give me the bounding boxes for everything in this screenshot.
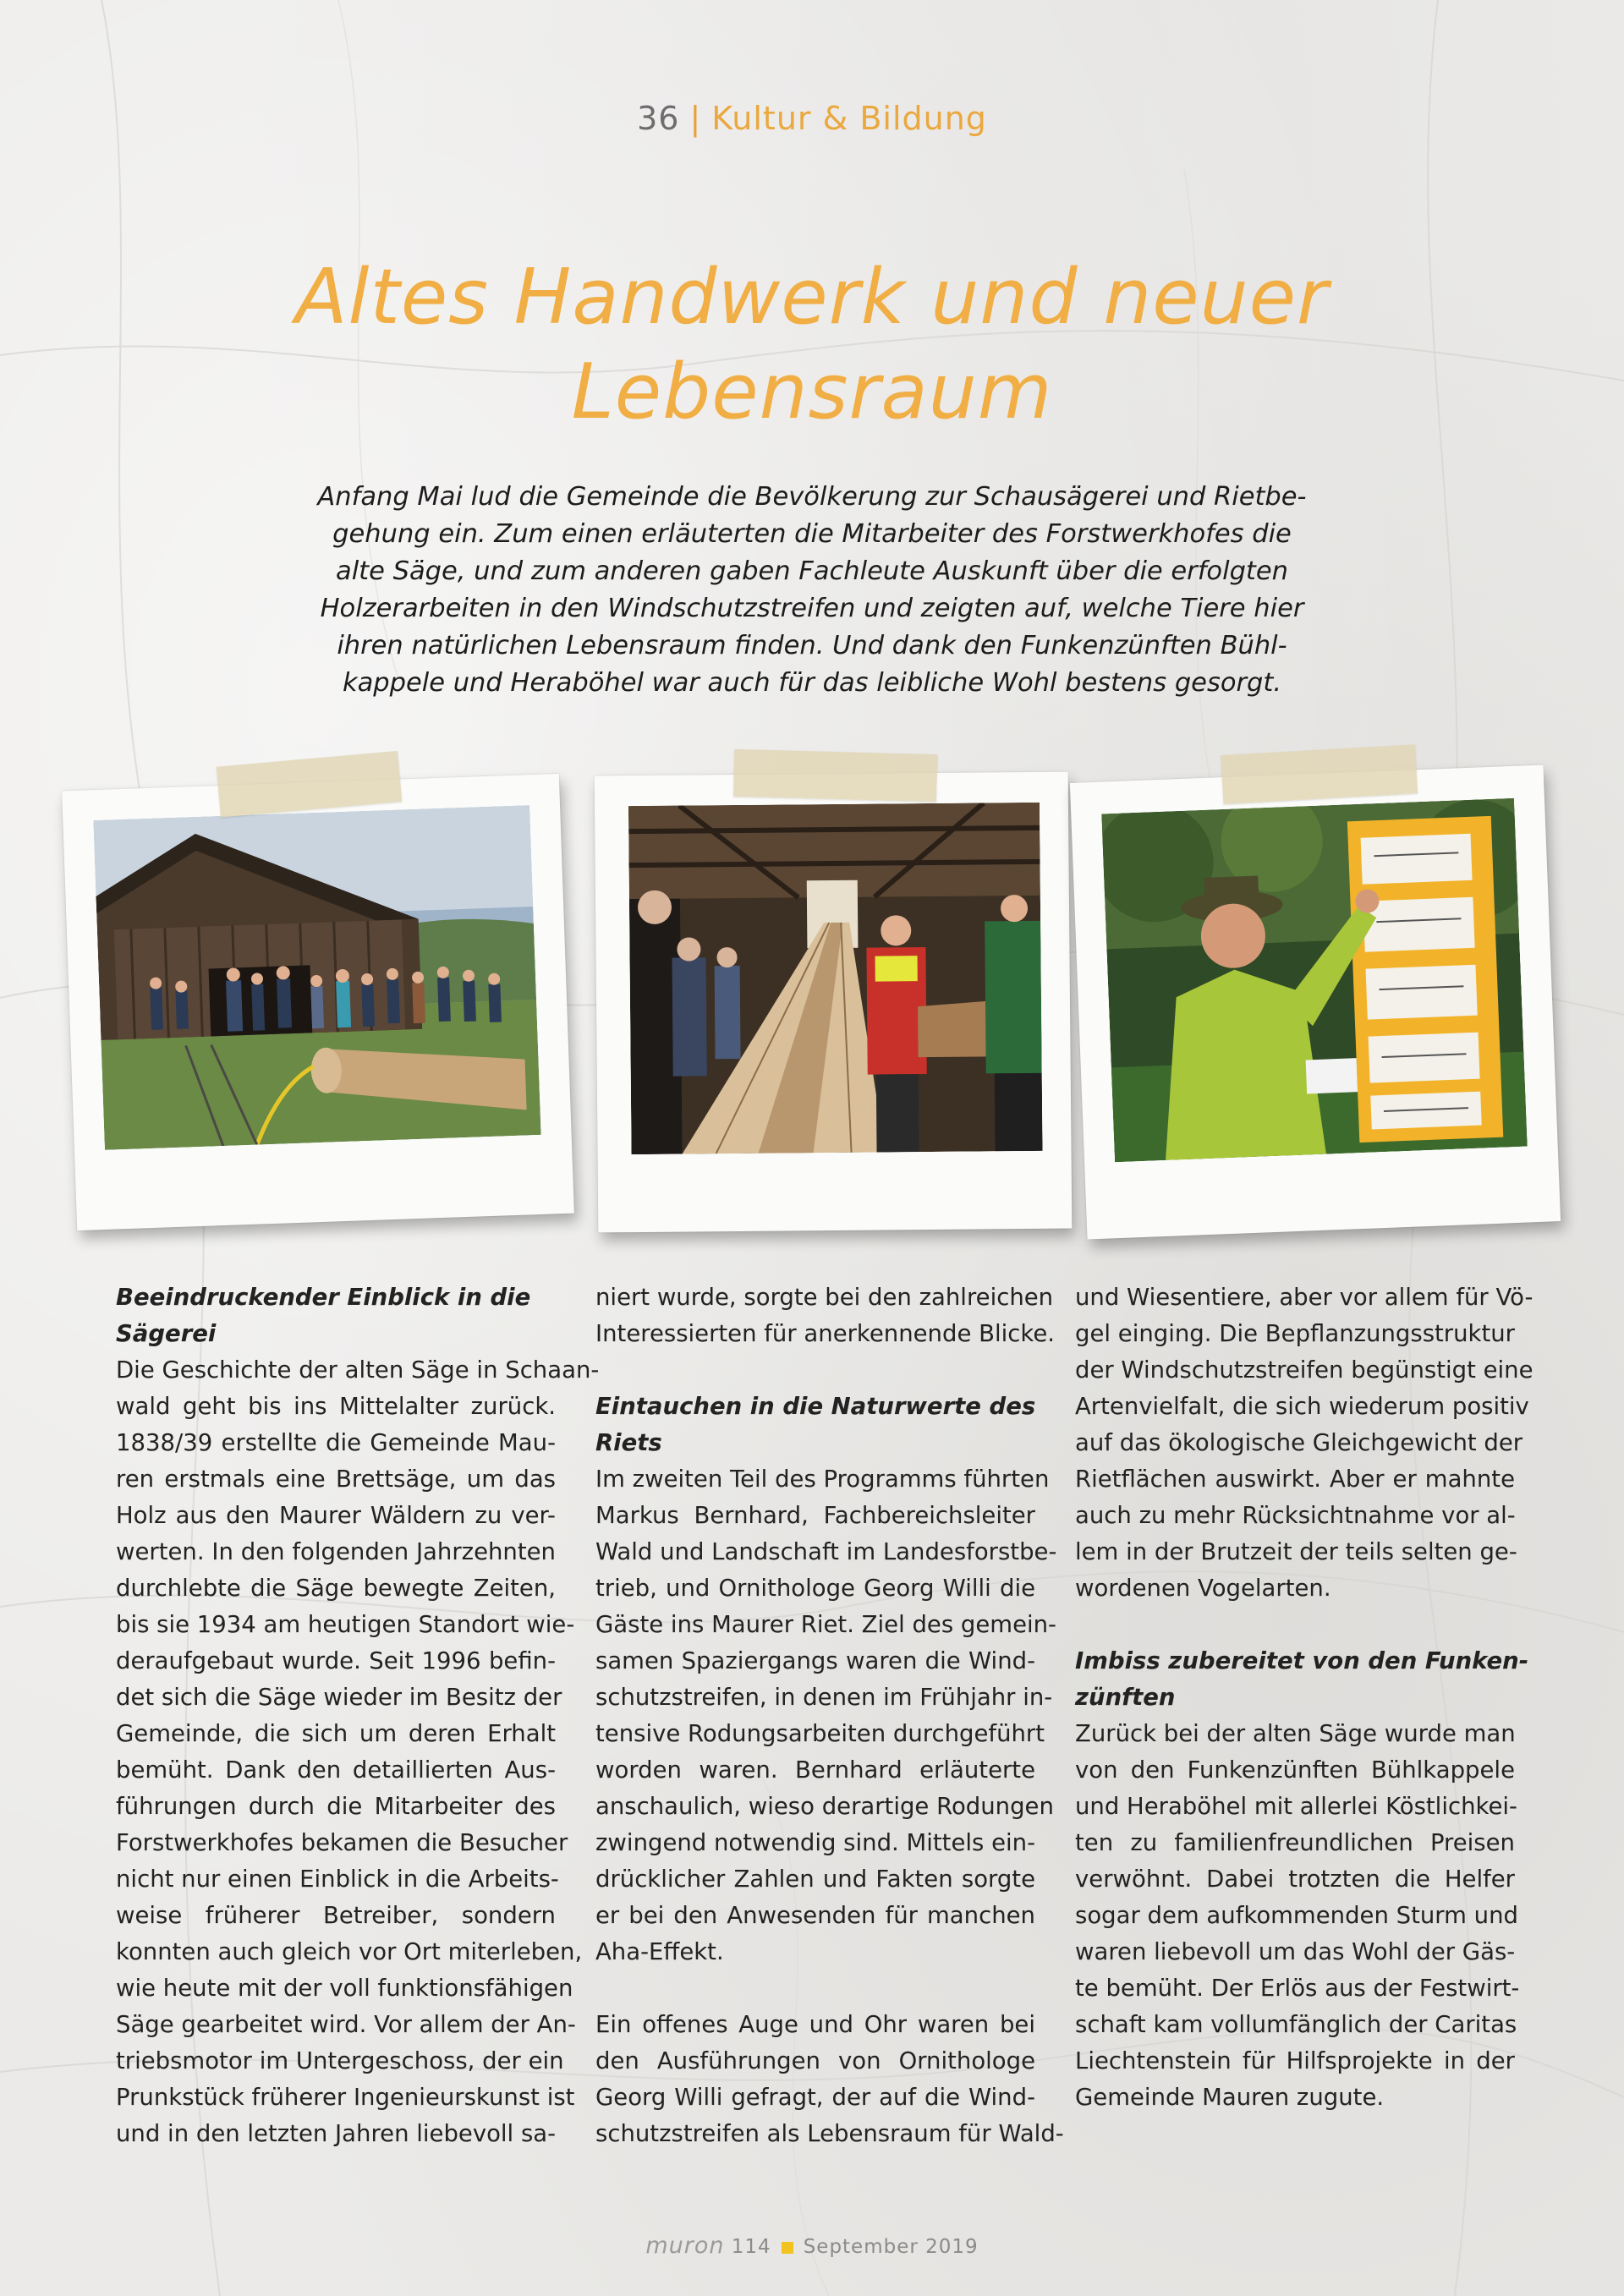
body-text-line: wald geht bis ins Mittelalter zurück. <box>116 1393 556 1420</box>
paragraph-gap <box>595 1970 1035 2007</box>
body-text-line: Georg Willi gefragt, der auf die Wind- <box>595 2084 1035 2111</box>
subheading-line: Sägerei <box>116 1320 217 1347</box>
subheading-line: Riets <box>595 1429 662 1456</box>
body-text-line: werten. In den folgenden Jahrzehnten <box>116 1538 556 1565</box>
body-text-line: gel einging. Die Bepflanzungsstruktur <box>1075 1320 1515 1347</box>
page-header <box>0 100 1624 137</box>
section-name: Kultur & Bildung <box>711 100 987 137</box>
body-text-line: Gäste ins Maurer Riet. Ziel des gemein- <box>595 1611 1056 1638</box>
body-text-line: nicht nur einen Einblick in die Arbeits- <box>116 1866 559 1893</box>
body-text-line: 1838/39 erstellte die Gemeinde Mau- <box>116 1429 556 1456</box>
title-line: Lebensraum <box>571 348 1053 436</box>
body-text-line: schutzstreifen, in denen im Frühjahr in- <box>595 1684 1053 1711</box>
subheading-line: Imbiss zubereitet von den Funken- <box>1075 1647 1529 1674</box>
body-text-line: Artenvielfalt, die sich wiederum positiv <box>1075 1393 1529 1420</box>
photo-guide-with-poster-image <box>1101 798 1527 1162</box>
body-text-line: und in den letzten Jahren liebevoll sa- <box>116 2120 557 2147</box>
body-text-line: niert wurde, sorgte bei den zahlreichen <box>595 1284 1054 1311</box>
subheading-line: Eintauchen in die Naturwerte des <box>595 1393 1036 1420</box>
column-3 <box>1075 1280 1533 2116</box>
body-text-line: Gemeinde Mauren zugute. <box>1075 2084 1385 2111</box>
header-separator: | <box>689 100 702 137</box>
body-text-line: Rietflächen auswirkt. Aber er mahnte <box>1075 1466 1515 1493</box>
body-text-line: von den Funkenzünften Bühlkappele <box>1075 1756 1515 1784</box>
body-text-line: lem in der Brutzeit der teils selten ge- <box>1075 1538 1517 1565</box>
issue-date: September 2019 <box>803 2236 979 2258</box>
photo-sawmill-barn-image <box>93 805 540 1150</box>
lead-line: kappele und Heraböhel war auch für das leibliche Wohl bestens gesorgt. <box>342 668 1282 698</box>
body-text-line: worden waren. Bernhard erläuterte <box>595 1756 1035 1784</box>
body-text-line: schutzstreifen als Lebensraum für Wald- <box>595 2120 1064 2147</box>
photo-guide-with-poster <box>1070 764 1561 1239</box>
photo-sawmill-interior <box>595 772 1073 1233</box>
body-text-line: konnten auch gleich vor Ort miterleben, <box>116 1938 583 1965</box>
article-lead <box>304 479 1320 702</box>
lead-line: Holzerarbeiten in den Windschutzstreifen und zeigten auf, welche Tiere hier <box>320 594 1304 623</box>
body-text-line: ren erstmals eine Brettsäge, um das <box>116 1466 556 1493</box>
body-text-line: und Wiesentiere, aber vor allem für Vö- <box>1075 1284 1533 1311</box>
body-text-line: der Windschutzstreifen begünstigt eine <box>1075 1356 1533 1384</box>
body-text-line: sogar dem aufkommenden Sturm und <box>1075 1902 1518 1929</box>
paragraph-gap <box>1075 1607 1515 1643</box>
body-text-line: weise früherer Betreiber, sondern <box>116 1902 556 1929</box>
lead-line: gehung ein. Zum einen erläuterten die Mitarbeiter des Forstwerkhofes die <box>332 519 1292 549</box>
body-text-line: Forstwerkhofes bekamen die Besucher <box>116 1829 568 1856</box>
body-text-line: Aha-Effekt. <box>595 1938 724 1965</box>
page-footer <box>0 2233 1624 2259</box>
body-text-line: Gemeinde, die sich um deren Erhalt <box>116 1720 556 1747</box>
tape-strip <box>1221 744 1418 804</box>
body-text-line: ten zu familienfreundlichen Preisen <box>1075 1829 1515 1856</box>
photo-sawmill-barn <box>62 774 574 1230</box>
subheading-line: zünften <box>1075 1684 1176 1711</box>
body-text-line: wordenen Vogelarten. <box>1075 1575 1331 1602</box>
body-text-line: bis sie 1934 am heutigen Standort wie- <box>116 1611 575 1638</box>
tape-strip <box>733 749 937 802</box>
body-text-line: Säge gearbeitet wird. Vor allem der An- <box>116 2011 576 2038</box>
body-text-line: Liechtenstein für Hilfsprojekte in der <box>1075 2047 1515 2074</box>
subheading-line: Beeindruckender Einblick in die <box>116 1284 531 1311</box>
body-text-line: schaft kam vollumfänglich der Caritas <box>1075 2011 1517 2038</box>
photo-sawmill-interior-image <box>628 803 1043 1154</box>
footer-square-icon <box>782 2242 793 2254</box>
body-text-line: waren liebevoll um das Wohl der Gäs- <box>1075 1938 1516 1965</box>
body-text-line: führungen durch die Mitarbeiter des <box>116 1793 556 1820</box>
body-text-line: er bei den Anwesenden für manchen <box>595 1902 1035 1929</box>
issue-number: 114 <box>731 2236 771 2258</box>
body-text-line: den Ausführungen von Ornithologe <box>595 2047 1035 2074</box>
body-text-line: bemüht. Dank den detaillierten Aus- <box>116 1756 556 1784</box>
body-text-line: drücklicher Zahlen und Fakten sorgte <box>595 1866 1035 1893</box>
lead-line: Anfang Mai lud die Gemeinde die Bevölkerung zur Schausägerei und Rietbe- <box>317 482 1307 512</box>
body-text-line: Holz aus den Maurer Wäldern zu ver- <box>116 1502 556 1529</box>
body-text-line: auf das ökologische Gleichgewicht der <box>1075 1429 1523 1456</box>
paragraph-gap <box>595 1352 1035 1389</box>
body-text-line: Interessierten für anerkennende Blicke. <box>595 1320 1055 1347</box>
lead-line: ihren natürlichen Lebensraum finden. Und dank den Funkenzünften Bühl- <box>337 631 1287 660</box>
page-number: 36 <box>637 100 680 137</box>
lead-line: alte Säge, und zum anderen gaben Fachleute Auskunft über die erfolgten <box>336 556 1288 586</box>
body-text-line: durchlebte die Säge bewegte Zeiten, <box>116 1575 556 1602</box>
body-text-line: und Heraböhel mit allerlei Köstlichkei- <box>1075 1793 1517 1820</box>
article-title <box>0 250 1624 440</box>
body-text-line: Die Geschichte der alten Säge in Schaan- <box>116 1356 600 1384</box>
body-text-line: triebsmotor im Untergeschoss, der ein <box>116 2047 564 2074</box>
body-text-line: Im zweiten Teil des Programms führten <box>595 1466 1050 1493</box>
body-text-line: auch zu mehr Rücksichtnahme vor al- <box>1075 1502 1516 1529</box>
body-text-line: tensive Rodungsarbeiten durchgeführt <box>595 1720 1045 1747</box>
column-2 <box>595 1280 1064 2152</box>
body-text-line: zwingend notwendig sind. Mittels ein- <box>595 1829 1035 1856</box>
body-text-line: wie heute mit der voll funktionsfähigen <box>116 1975 573 2002</box>
body-text-line: Wald und Landschaft im Landesforstbe- <box>595 1538 1057 1565</box>
body-text-line: trieb, und Ornithologe Georg Willi die <box>595 1575 1035 1602</box>
body-text-line: deraufgebaut wurde. Seit 1996 befin- <box>116 1647 556 1674</box>
title-line: Altes Handwerk und neuer <box>294 253 1330 342</box>
magazine-brand: muron <box>645 2233 725 2259</box>
body-text-line: Ein offenes Auge und Ohr waren bei <box>595 2011 1035 2038</box>
body-text-line: anschaulich, wieso derartige Rodungen <box>595 1793 1054 1820</box>
body-text-line: Prunkstück früherer Ingenieurskunst ist <box>116 2084 575 2111</box>
body-text-line: Zurück bei der alten Säge wurde man <box>1075 1720 1516 1747</box>
body-text-line: Markus Bernhard, Fachbereichsleiter <box>595 1502 1035 1529</box>
body-text-line: verwöhnt. Dabei trotzten die Helfer <box>1075 1866 1515 1893</box>
body-text-line: te bemüht. Der Erlös aus der Festwirt- <box>1075 1975 1520 2002</box>
body-text-line: det sich die Säge wieder im Besitz der <box>116 1684 562 1711</box>
body-text-line: samen Spaziergangs waren die Wind- <box>595 1647 1035 1674</box>
column-1 <box>116 1280 600 2152</box>
